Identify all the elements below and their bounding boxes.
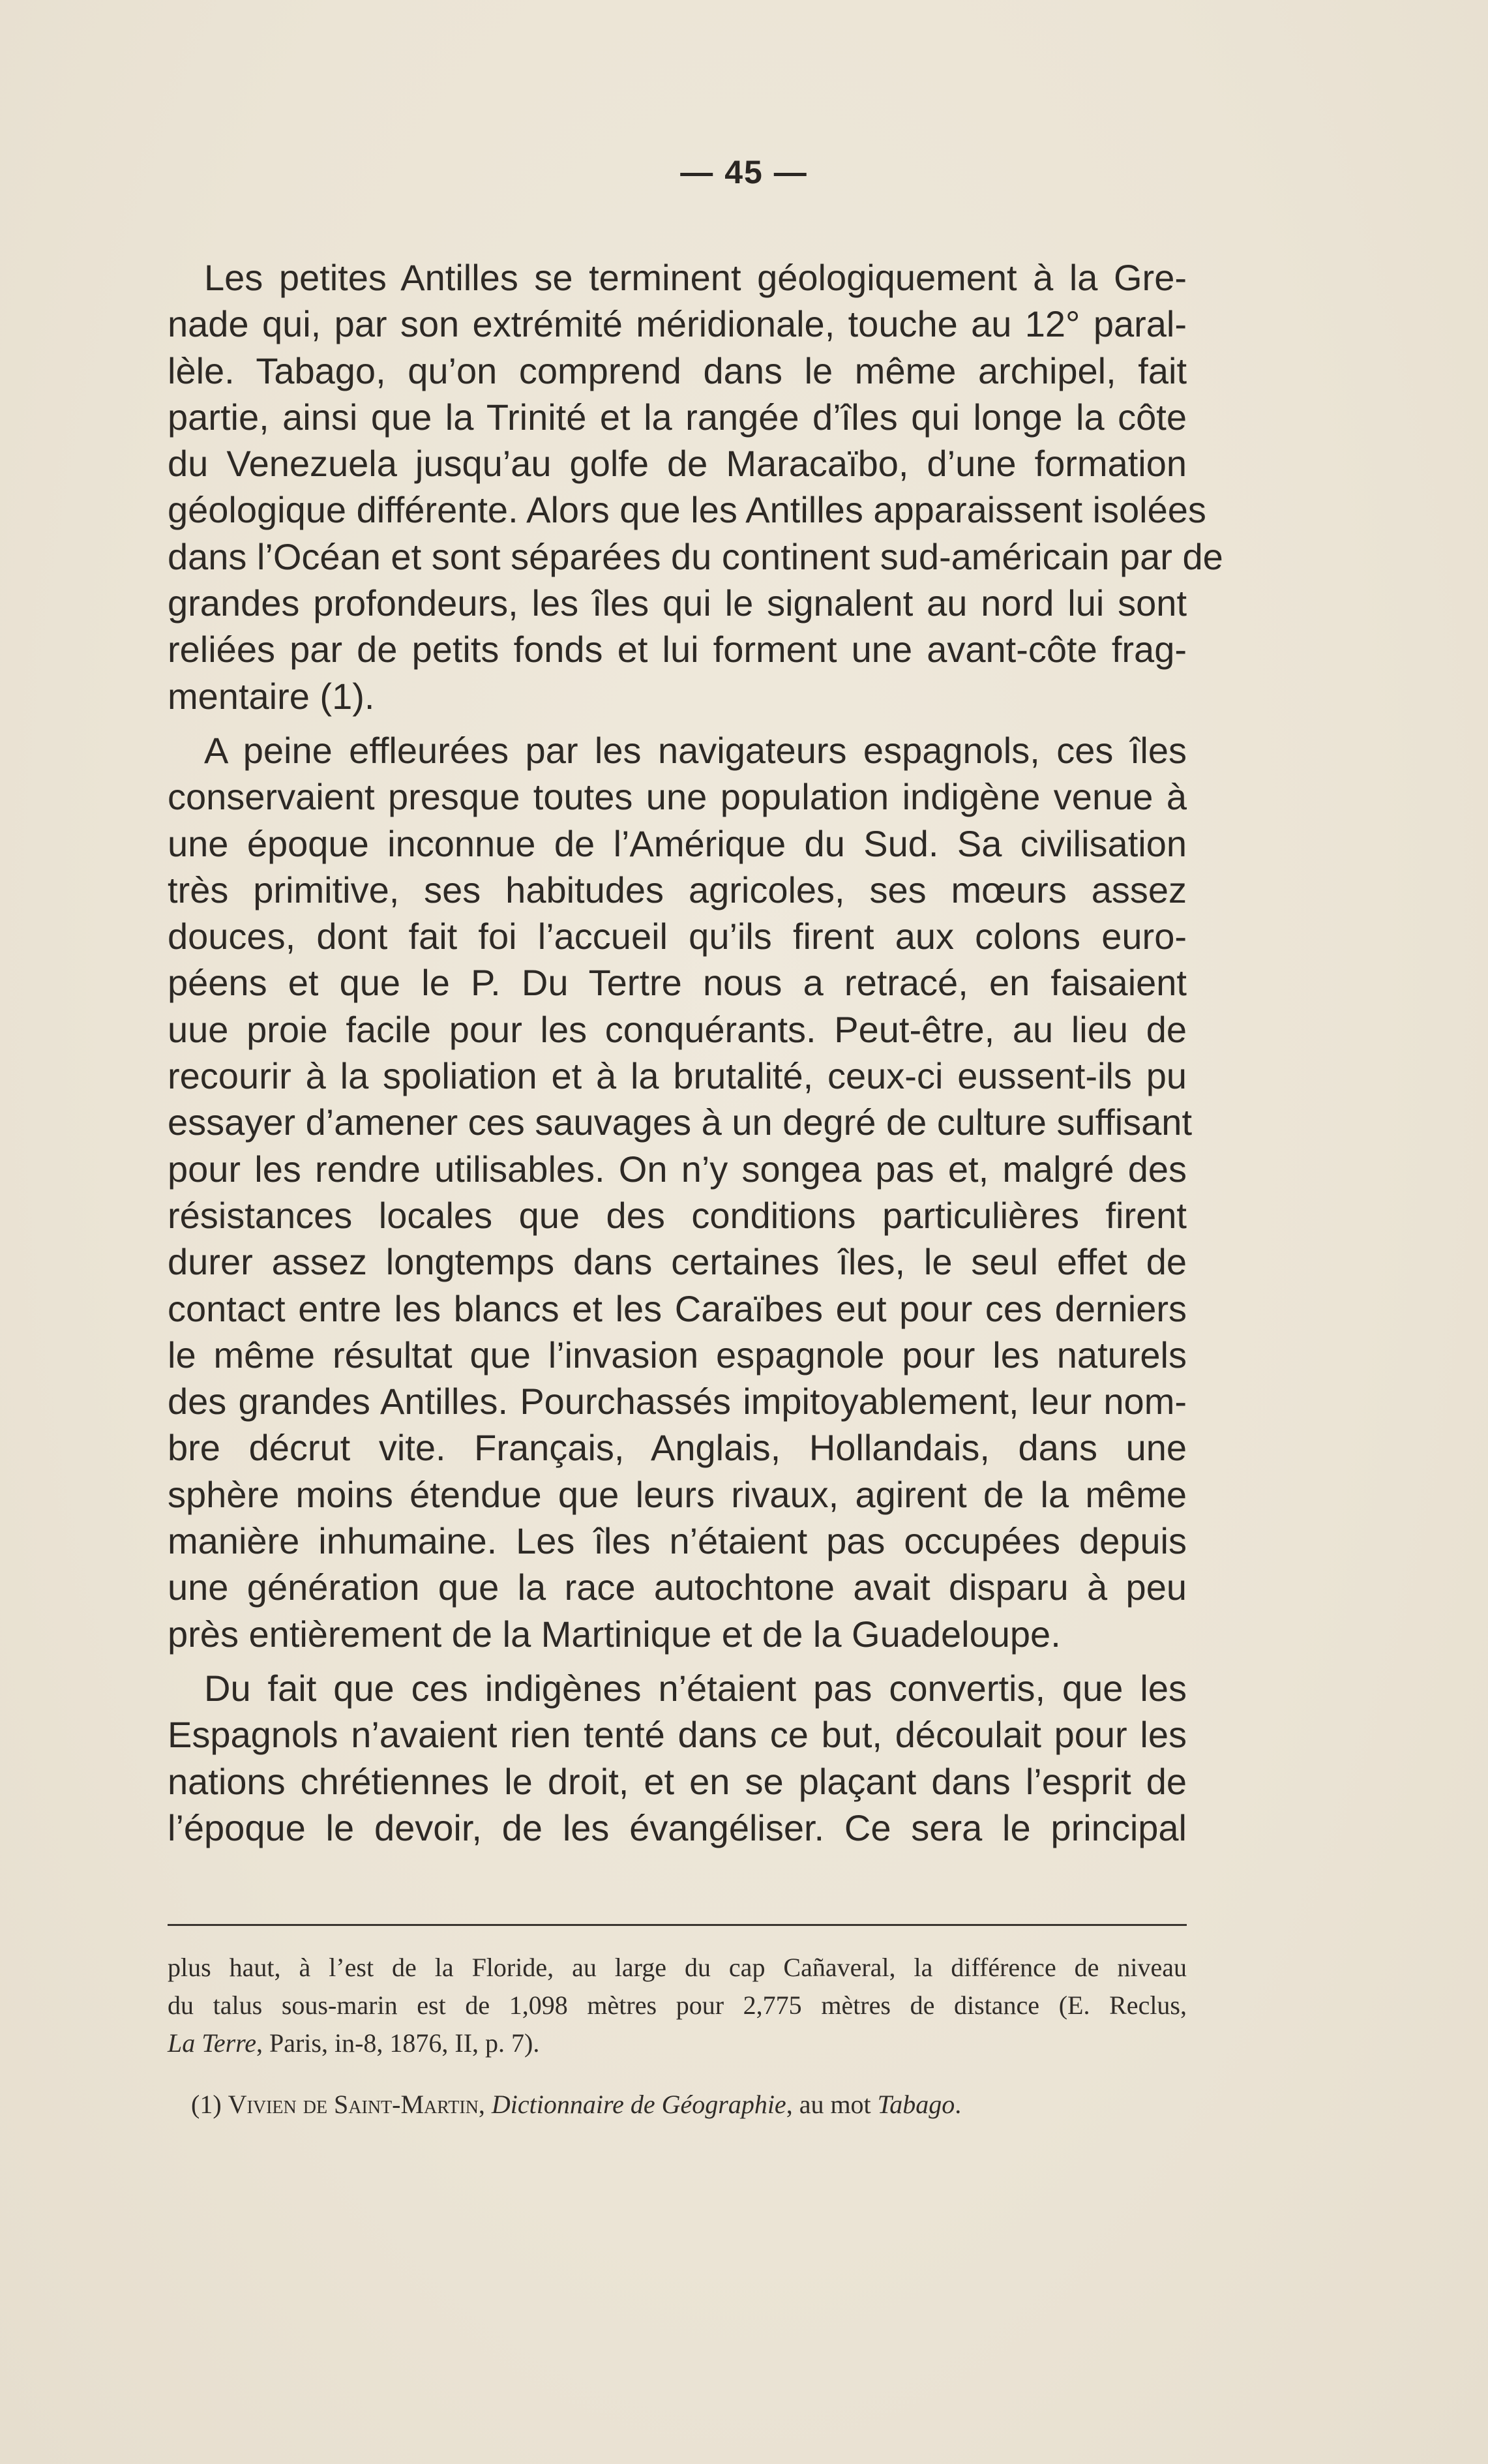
text-line: une époque inconnue de l’Amérique du Sud. Sa civilisation [168, 822, 1187, 864]
footnote-word: Tabago [877, 2090, 955, 2119]
text-line: nade qui, par son extrémité méridionale, touche au 12° paral- [168, 303, 1187, 345]
text-line: l’époque le devoir, de les évangéliser. Ce sera le principal [168, 1807, 1187, 1848]
footnote-sep: , [478, 2090, 492, 2119]
text-line: près entièrement de la Martinique et de la Guadeloupe. [168, 1613, 1061, 1655]
text-line: Espagnols n’avaient rien tenté dans ce but, découlait pour les [168, 1714, 1187, 1756]
text-line: le même résultat que l’invasion espagnole pour les naturels [168, 1334, 1187, 1375]
text-line: une génération que la race autochtone avait disparu à peu [168, 1567, 1187, 1608]
text-line: très primitive, ses habitudes agricoles, ses mœurs assez [168, 869, 1187, 910]
text-line: douces, dont fait foi l’accueil qu’ils firent aux colons euro- [168, 916, 1187, 957]
text-line: grandes profondeurs, les îles qui le signalent au nord lui sont [168, 582, 1187, 624]
footnote-author: Vivien de Saint-Martin [228, 2090, 479, 2119]
page-number: — 45 — [680, 154, 808, 190]
footnote-1 [168, 2086, 1187, 2124]
footnote-title: Dictionnaire de Géographie [491, 2090, 786, 2119]
text-line: durer assez longtemps dans certaines îles, le seul effet de [168, 1241, 1187, 1283]
text-line: recourir à la spoliation et à la brutalité, ceux-ci eussent-ils pu [168, 1055, 1187, 1097]
text-line: essayer d’amener ces sauvages à un degré de culture suffisant [168, 1102, 1193, 1143]
footnote-title-la-terre: La Terre [168, 2028, 256, 2058]
text-line: des grandes Antilles. Pourchassés impitoyablement, leur nom- [168, 1381, 1187, 1422]
footnotes [168, 1949, 1187, 2124]
text-line: bre décrut vite. Français, Anglais, Hollandais, dans une [168, 1427, 1187, 1469]
text-line: géologique différente. Alors que les Antilles apparaissent isolées [168, 489, 1206, 531]
text-line: résistances locales que des conditions particulières firent [168, 1194, 1187, 1236]
text-line: pour les rendre utilisables. On n’y songea pas et, malgré des [168, 1148, 1187, 1190]
paragraph-3 [168, 1665, 1187, 1851]
text-line: conservaient presque toutes une population indigène venue à [168, 776, 1187, 818]
text-line: péens et que le P. Du Tertre nous a retracé, en faisaient [168, 962, 1187, 1004]
footnote-marker: (1) [191, 2090, 228, 2119]
paragraph-1 [168, 254, 1223, 719]
footnote-line [168, 2086, 1187, 2124]
text-line: Les petites Antilles se terminent géologiquement à la Gre- [204, 257, 1187, 298]
text-line: lèle. Tabago, qu’on comprend dans le même archipel, fait [168, 350, 1187, 391]
paragraph-2 [168, 727, 1193, 1657]
footnote-line: du talus sous-marin est de 1,098 mètres pour 2,775 mètres de distance (E. Reclus, [168, 1991, 1187, 2020]
footnote-text: , au mot [786, 2090, 878, 2119]
footnote-end: . [955, 2090, 962, 2119]
footnote-continuation [168, 1949, 1187, 2062]
text-line: mentaire (1). [168, 675, 375, 717]
footnote-divider [168, 1924, 1187, 1926]
text-line: partie, ainsi que la Trinité et la rangée d’îles qui longe la côte [168, 396, 1187, 438]
text-line: Du fait que ces indigènes n’étaient pas convertis, que les [204, 1667, 1187, 1709]
text-line: du Venezuela jusqu’au golfe de Maracaïbo, d’une formation [168, 443, 1187, 485]
text-line: manière inhumaine. Les îles n’étaient pas occupées depuis [168, 1520, 1187, 1562]
text-line: nations chrétiennes le droit, et en se plaçant dans l’esprit de [168, 1760, 1187, 1802]
text-line: uue proie facile pour les conquérants. Peut-être, au lieu de [168, 1008, 1187, 1050]
text-line: dans l’Océan et sont séparées du continent sud-américain par de [168, 535, 1223, 577]
footnote-line [168, 2024, 1187, 2062]
text-line: reliées par de petits fonds et lui forment une avant-côte frag- [168, 629, 1187, 670]
text-line: sphère moins étendue que leurs rivaux, agirent de la même [168, 1473, 1187, 1515]
text-line: A peine effleurées par les navigateurs espagnols, ces îles [204, 729, 1187, 771]
main-text [168, 254, 1223, 1851]
footnote-text: , Paris, in-8, 1876, II, p. 7). [256, 2028, 540, 2058]
footnote-line: plus haut, à l’est de la Floride, au large du cap Cañaveral, la différence de niveau [168, 1953, 1187, 1982]
text-line: contact entre les blancs et les Caraïbes eut pour ces derniers [168, 1287, 1187, 1329]
